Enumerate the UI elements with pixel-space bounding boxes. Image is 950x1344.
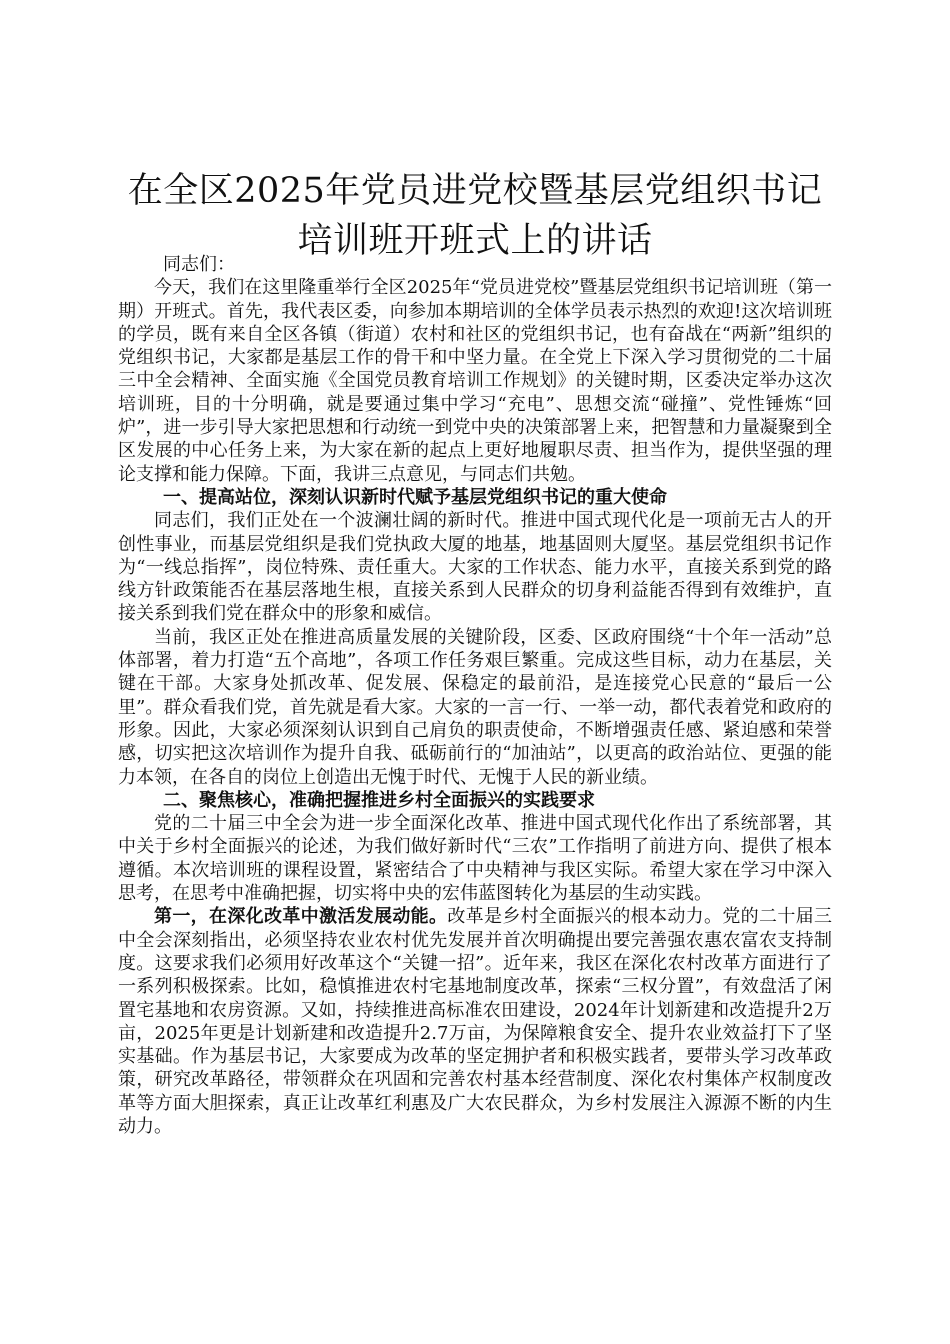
salutation: 同志们：: [163, 254, 235, 275]
title-line-1: 在全区2025年党员进党校暨基层党组织书记: [127, 171, 823, 211]
document-body: [118, 253, 832, 1138]
section-1-heading: 一、提高站位，深刻认识新时代赋予基层党组织书记的重大使命: [163, 486, 667, 508]
section-2-paragraph-1: 党的二十届三中全会为进一步全面深化改革、推进中国式现代化作出了系统部署，其中关于乡村全面振兴的论述，为我们做好新时代“三农”工作指明了前进方向、提供了根本遵循。本次培训班的课程设置，紧密结合了中央精神与我区实际。希望大家在学习中深入思考，在思考中准确把握，切实将中央的宏伟蓝图转化为基层的生动实践。: [118, 813, 832, 905]
section-2-paragraph-2-text: 改革是乡村全面振兴的根本动力。党的二十届三中全会深刻指出，必须坚持农业农村优先发展并首次明确提出要完善强农惠农富农支持制度。这要求我们必须用好改革这个“关键一招”。近年来，我区在深化农村改革方面进行了一系列积极探索。比如，稳慎推进农村宅基地制度改革，探索“三权分置”，有效盘活了闲置宅基地和农房资源。又如，持续推进高标准农田建设，2024年计划新建和改造提升2万亩，2025年更是计划新建和改造提升2.7万亩，为保障粮食安全、提升农业效益打下了坚实基础。作为基层书记，大家要成为改革的坚定拥护者和积极实践者，要带头学习改革政策，研究改革路径，带领群众在巩固和完善农村基本经营制度、深化农村集体产权制度改革等方面大胆探索，真正让改革红利惠及广大农民群众，为乡村发展注入源源不断的内生动力。: [118, 906, 833, 1137]
section-2-paragraph-2-lead: 第一，在深化改革中激活发展动能。: [154, 906, 448, 928]
section-1-paragraph-1: 同志们，我们正处在一个波澜壮阔的新时代。推进中国式现代化是一项前无古人的开创性事业，而基层党组织是我们党执政大厦的地基，地基固则大厦坚。基层党组织书记作为“一线总指挥”，岗位特殊、责任重大。大家的工作状态、能力水平，直接关系到党的路线方针政策能否在基层落地生根，直接关系到人民群众的切身利益能否得到有效维护，直接关系到我们党在群众中的形象和威信。: [118, 510, 832, 625]
section-2-paragraph-2: [118, 905, 832, 1138]
section-1-paragraph-2: 当前，我区正处在推进高质量发展的关键阶段，区委、区政府围绕“十个年一活动”总体部署，着力打造“五个高地”，各项工作任务艰巨繁重。完成这些目标，动力在基层，关键在干部。大家身处抓改革、促发展、保稳定的最前沿，是连接党心民意的“最后一公里”。群众看我们党，首先就是看大家。大家的一言一行、一举一动，都代表着党和政府的形象。因此，大家必须深刻认识到自己肩负的职责使命，不断增强责任感、紧迫感和荣誉感，切实把这次培训作为提升自我、砥砺前行的“加油站”，以更高的政治站位、更强的能力本领，在各自的岗位上创造出无愧于时代、无愧于人民的新业绩。: [118, 626, 832, 788]
section-2-heading: 二、聚焦核心，准确把握推进乡村全面振兴的实践要求: [163, 789, 595, 811]
title-line-2: 培训班开班式上的讲话: [297, 221, 653, 261]
intro-paragraph: 今天，我们在这里隆重举行全区2025年“党员进党校”暨基层党组织书记培训班（第一期）开班式。首先，我代表区委，向参加本期培训的全体学员表示热烈的欢迎!这次培训班的学员，既有来自全区各镇（街道）农村和社区的党组织书记，也有奋战在“两新”组织的党组织书记，大家都是基层工作的骨干和中坚力量。在全党上下深入学习贯彻党的二十届三中全会精神、全面实施《全国党员教育培训工作规划》的关键时期，区委决定举办这次培训班，目的十分明确，就是要通过集中学习“充电”、思想交流“碰撞”、党性锤炼“回炉”，进一步引导大家把思想和行动统一到党中央的决策部署上来，把智慧和力量凝聚到全区发展的中心任务上来，为大家在新的起点上更好地履职尽责、担当作为，提供坚强的理论支撑和能力保障。下面，我讲三点意见，与同志们共勉。: [118, 277, 832, 485]
document-title: [118, 166, 832, 266]
